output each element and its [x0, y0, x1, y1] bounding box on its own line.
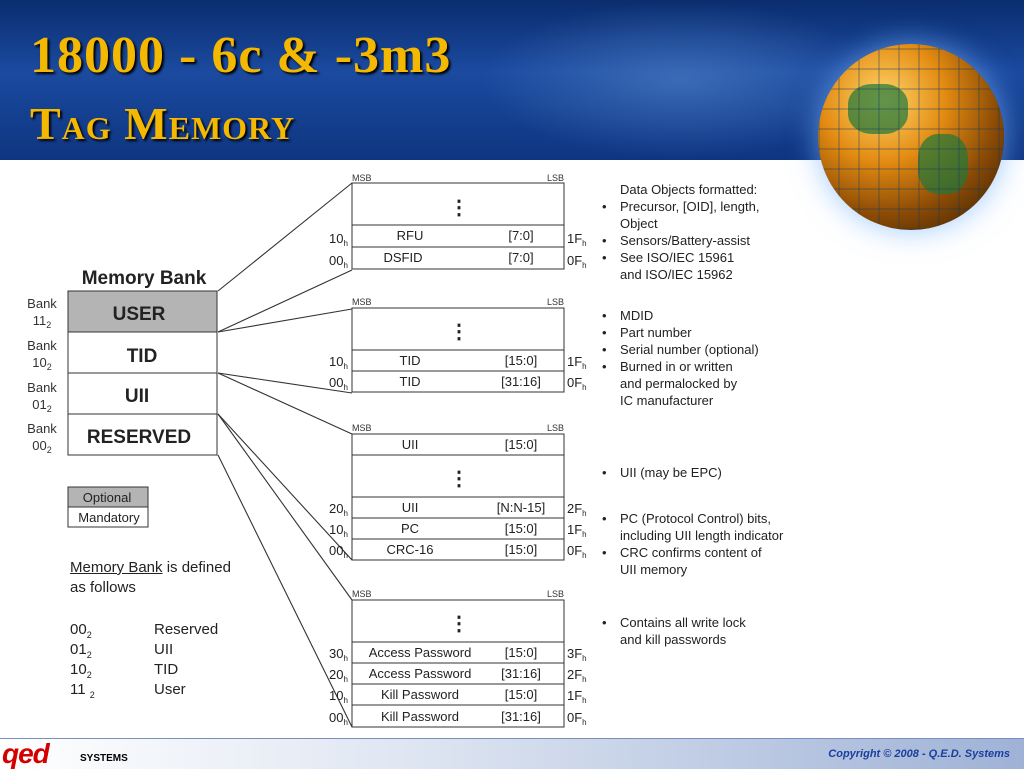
- note-line: and permalocked by: [620, 376, 738, 391]
- note-bullet: • Part number: [600, 324, 759, 341]
- ellipsis-dots: ⋮: [449, 197, 469, 219]
- row-right-addr: $3F_h$: [567, 646, 587, 663]
- user-notes: [600, 181, 759, 283]
- definition-rest: is defined: [162, 559, 231, 576]
- bank-label-word: Bank: [27, 380, 57, 395]
- row-bits: [15:0]: [504, 542, 538, 557]
- definition-code: $01_2$: [70, 641, 92, 660]
- note-bullet: • MDID: [600, 307, 759, 324]
- uii-block: [329, 423, 587, 560]
- row-left-addr: $20_h$: [329, 667, 348, 684]
- note-line: and kill passwords: [620, 632, 727, 647]
- msb-label: MSB: [352, 173, 372, 183]
- note-bullet: • UII (may be EPC): [600, 464, 722, 481]
- row-bits: [N:N-15]: [496, 500, 546, 515]
- bank-label-num: $01_2$: [32, 397, 52, 414]
- row-name: Kill Password: [380, 687, 460, 702]
- title-line-2: Tag Memory: [30, 98, 296, 149]
- note-bullet: • See ISO/IEC 15961: [600, 249, 759, 266]
- uii-notes-2: [600, 510, 783, 578]
- title-line-1: 18000 - 6c & -3m3: [30, 27, 452, 84]
- definition-code: $10_2$: [70, 661, 92, 680]
- row-right-addr: $0F_h$: [567, 543, 587, 560]
- reserved-notes: [600, 614, 746, 648]
- row-right-addr: $1F_h$: [567, 231, 587, 248]
- note-line: IC manufacturer: [620, 393, 714, 408]
- row-left-addr: $30_h$: [329, 646, 348, 663]
- definition-meaning: User: [154, 681, 186, 698]
- definition-meaning: Reserved: [154, 621, 219, 638]
- row-left-addr: $20_h$: [329, 501, 348, 518]
- note-bullet: • CRC confirms content of: [600, 544, 783, 561]
- reserved-block: [329, 589, 587, 727]
- row-name: Access Password: [368, 645, 472, 660]
- lsb-label: LSB: [546, 173, 564, 183]
- row-name: RFU: [396, 228, 424, 243]
- row-bits: [7:0]: [508, 228, 534, 243]
- ellipsis-dots: ⋮: [449, 321, 469, 343]
- logo-systems-text: SYSTEMS: [80, 753, 128, 764]
- row-name: DSFID: [383, 250, 423, 265]
- row-left-addr: $00_h$: [329, 375, 348, 392]
- legend-optional-label: Optional: [82, 490, 132, 505]
- ellipsis-dots: ⋮: [449, 468, 469, 490]
- definition-meaning: TID: [154, 661, 179, 678]
- note-bullet: • Serial number (optional): [600, 341, 759, 358]
- legend-mandatory-label: Mandatory: [78, 510, 140, 525]
- row-bits: [15:0]: [504, 437, 538, 452]
- bank-reserved-name: RESERVED: [86, 427, 192, 448]
- definition-meaning: UII: [154, 641, 174, 658]
- note-line: and ISO/IEC 15962: [620, 267, 733, 282]
- note-line: Data Objects formatted:: [620, 182, 758, 197]
- note-line: including UII length indicator: [620, 528, 784, 543]
- bank-user-name: USER: [112, 304, 166, 325]
- row-bits: [31:16]: [501, 709, 541, 724]
- row-left-addr: $00_h$: [329, 543, 348, 560]
- row-bits: [7:0]: [508, 250, 534, 265]
- bank-label-word: Bank: [27, 421, 57, 436]
- row-bits: [15:0]: [504, 687, 538, 702]
- msb-label: MSB: [352, 297, 372, 307]
- row-bits: [31:16]: [501, 666, 541, 681]
- bank-tid-name: TID: [126, 346, 158, 367]
- note-bullet: • PC (Protocol Control) bits,: [600, 510, 783, 527]
- tid-notes: [600, 307, 759, 409]
- bank-label-num: $00_2$: [32, 438, 52, 455]
- row-right-addr: $0F_h$: [567, 253, 587, 270]
- row-right-addr: $2F_h$: [567, 501, 587, 518]
- definition-text: [70, 558, 231, 598]
- definition-code: 11 $_2$: [70, 681, 95, 700]
- row-bits: [15:0]: [504, 645, 538, 660]
- row-name: Kill Password: [380, 709, 460, 724]
- row-name: CRC-16: [386, 542, 434, 557]
- row-left-addr: $10_h$: [329, 688, 348, 705]
- globe-image: [818, 44, 1004, 230]
- bank-label-word: Bank: [27, 338, 57, 353]
- row-name: Access Password: [368, 666, 472, 681]
- bank-label-word: Bank: [27, 296, 57, 311]
- note-bullet: • Sensors/Battery-assist: [600, 232, 759, 249]
- note-line: UII memory: [620, 562, 688, 577]
- bank-uii-name: UII: [124, 386, 150, 407]
- row-right-addr: $2F_h$: [567, 667, 587, 684]
- memory-bank-heading: Memory Bank: [81, 268, 207, 289]
- tid-block: [329, 297, 587, 392]
- row-bits: [31:16]: [501, 374, 541, 389]
- bank-labels: [27, 296, 57, 455]
- bank-label-num: $10_2$: [32, 355, 52, 372]
- row-right-addr: $1F_h$: [567, 522, 587, 539]
- copyright-text: Copyright © 2008 - Q.E.D. Systems: [828, 748, 1010, 760]
- row-name: UII: [401, 437, 419, 452]
- row-bits: [15:0]: [504, 521, 538, 536]
- row-right-addr: $0F_h$: [567, 375, 587, 392]
- msb-label: MSB: [352, 589, 372, 599]
- definition-term: Memory Bank: [70, 559, 163, 576]
- row-right-addr: $0F_h$: [567, 710, 587, 727]
- row-name: TID: [399, 353, 421, 368]
- note-bullet: • Precursor, [OID], length,: [600, 198, 759, 215]
- note-bullet: • Burned in or written: [600, 358, 759, 375]
- note-bullet: • Contains all write lock: [600, 614, 746, 631]
- bank-label-num: $11_2$: [32, 313, 52, 330]
- row-left-addr: $00_h$: [329, 253, 348, 270]
- uii-notes-1: [600, 464, 722, 481]
- row-left-addr: $10_h$: [329, 354, 348, 371]
- row-left-addr: $00_h$: [329, 710, 348, 727]
- row-right-addr: $1F_h$: [567, 354, 587, 371]
- qed-logo: qed: [2, 738, 49, 769]
- lsb-label: LSB: [546, 423, 564, 433]
- row-right-addr: $1F_h$: [567, 688, 587, 705]
- row-name: PC: [400, 521, 420, 536]
- definition-line-2: as follows: [70, 579, 136, 596]
- user-block: [329, 173, 587, 270]
- row-left-addr: $10_h$: [329, 231, 348, 248]
- note-line: Object: [620, 216, 658, 231]
- row-name: TID: [399, 374, 421, 389]
- msb-label: MSB: [352, 423, 372, 433]
- lsb-label: LSB: [546, 589, 564, 599]
- row-left-addr: $10_h$: [329, 522, 348, 539]
- definition-code: $00_2$: [70, 621, 92, 640]
- ellipsis-dots: ⋮: [449, 613, 469, 635]
- row-name: UII: [401, 500, 419, 515]
- lsb-label: LSB: [546, 297, 564, 307]
- row-bits: [15:0]: [504, 353, 538, 368]
